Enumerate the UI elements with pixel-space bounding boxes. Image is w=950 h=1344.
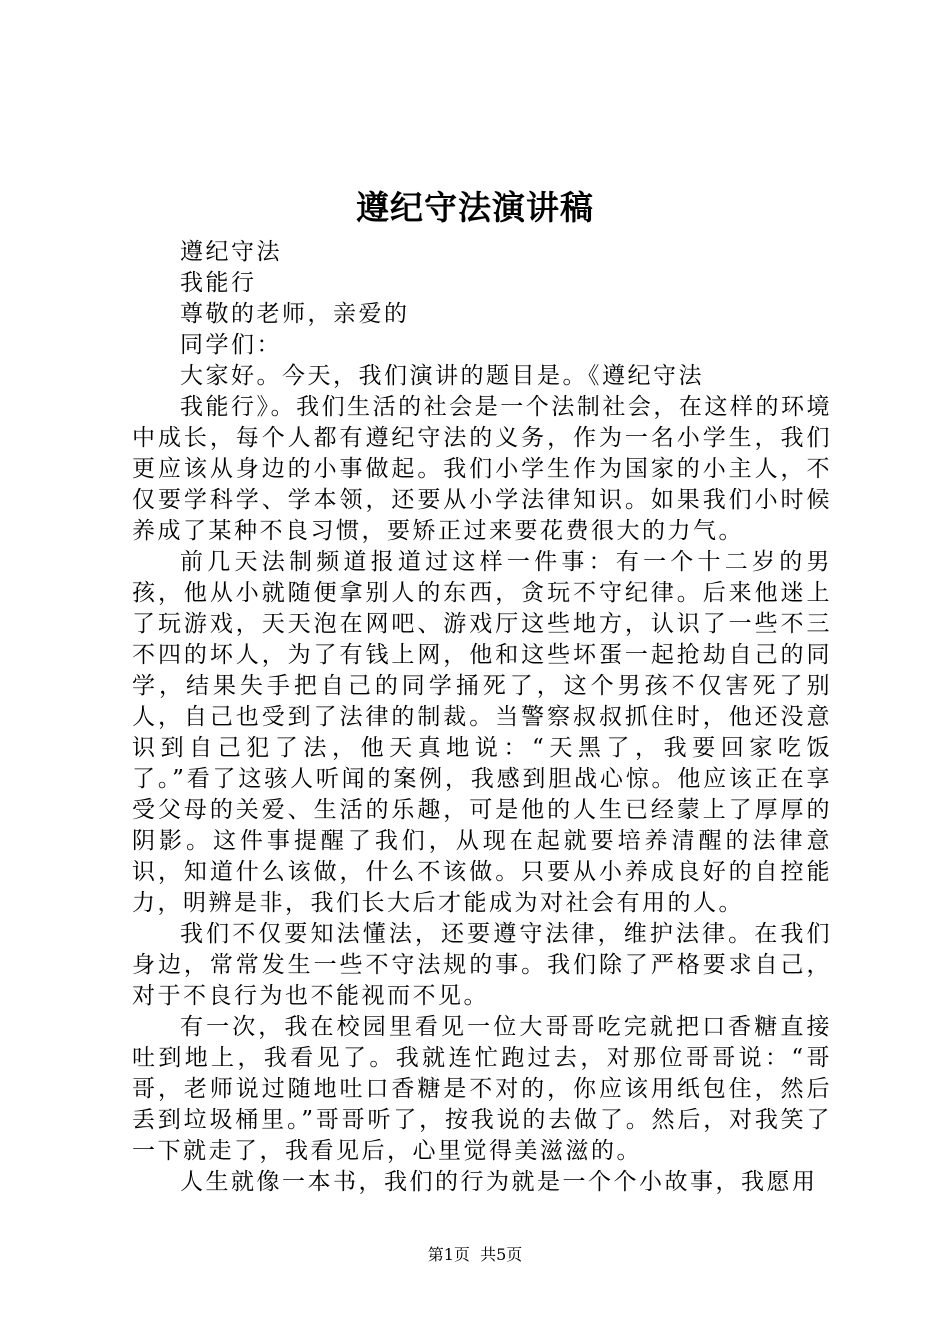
header-line: 尊敬的老师，亲爱的 xyxy=(180,301,410,327)
header-line: 我能行 xyxy=(180,270,257,296)
body-paragraph: 有一次，我在校园里看见一位大哥哥吃完就把口香糖直接吐到地上，我看见了。我就连忙跑过去，对那位哥哥说：“哥哥，老师说过随地吐口香糖是不对的，你应该用纸包住，然后丢到垃圾桶里。”哥哥听了，按我说的去做了。然后，对我笑了一下就走了，我看见后，心里觉得美滋滋的。 xyxy=(132,1014,832,1164)
page-number: 第1页 xyxy=(427,1245,470,1264)
document-body xyxy=(132,237,832,1198)
body-paragraph: 前几天法制频道报道过这样一件事：有一个十二岁的男孩，他从小就随便拿别人的东西，贪玩不守纪律。后来他迷上了玩游戏，天天泡在网吧、游戏厅这些地方，认识了一些不三不四的坏人，为了有钱上网，他和这些坏蛋一起抢劫自己的同学，结果失手把自己的同学捅死了，这个男孩不仅害死了别人，自己也受到了法律的制裁。当警察叔叔抓住时，他还没意识到自己犯了法，他天真地说：“天黑了，我要回家吃饭了。”看了这骇人听闻的案例，我感到胆战心惊。他应该正在享受父母的关爱、生活的乐趣，可是他的人生已经蒙上了厚厚的阴影。这件事提醒了我们，从现在起就要培养清醒的法律意识，知道什么该做，什么不该做。只要从小养成良好的自控能力，明辨是非，我们长大后才能成为对社会有用的人。 xyxy=(132,549,832,916)
body-paragraph: 人生就像一本书，我们的行为就是一个个小故事，我愿用 xyxy=(180,1169,818,1195)
header-line: 同学们： xyxy=(180,332,282,358)
body-paragraph: 我能行》。我们生活的社会是一个法制社会，在这样的环境中成长，每个人都有遵纪守法的义务，作为一名小学生，我们更应该从身边的小事做起。我们小学生作为国家的小主人，不仅要学科学、学本领，还要从小学法律知识。如果我们小时候养成了某种不良习惯，要矫正过来要花费很大的力气。 xyxy=(132,394,832,544)
header-line: 遵纪守法 xyxy=(180,239,282,265)
page-footer xyxy=(0,1243,950,1267)
header-line: 大家好。今天，我们演讲的题目是。《遵纪守法 xyxy=(180,363,704,389)
document-title: 遵纪守法演讲稿 xyxy=(356,188,594,227)
body-paragraph: 我们不仅要知法懂法，还要遵守法律，维护法律。在我们身边，常常发生一些不守法规的事。我们除了严格要求自己，对于不良行为也不能视而不见。 xyxy=(132,921,832,1009)
page-total: 共5页 xyxy=(480,1245,523,1264)
